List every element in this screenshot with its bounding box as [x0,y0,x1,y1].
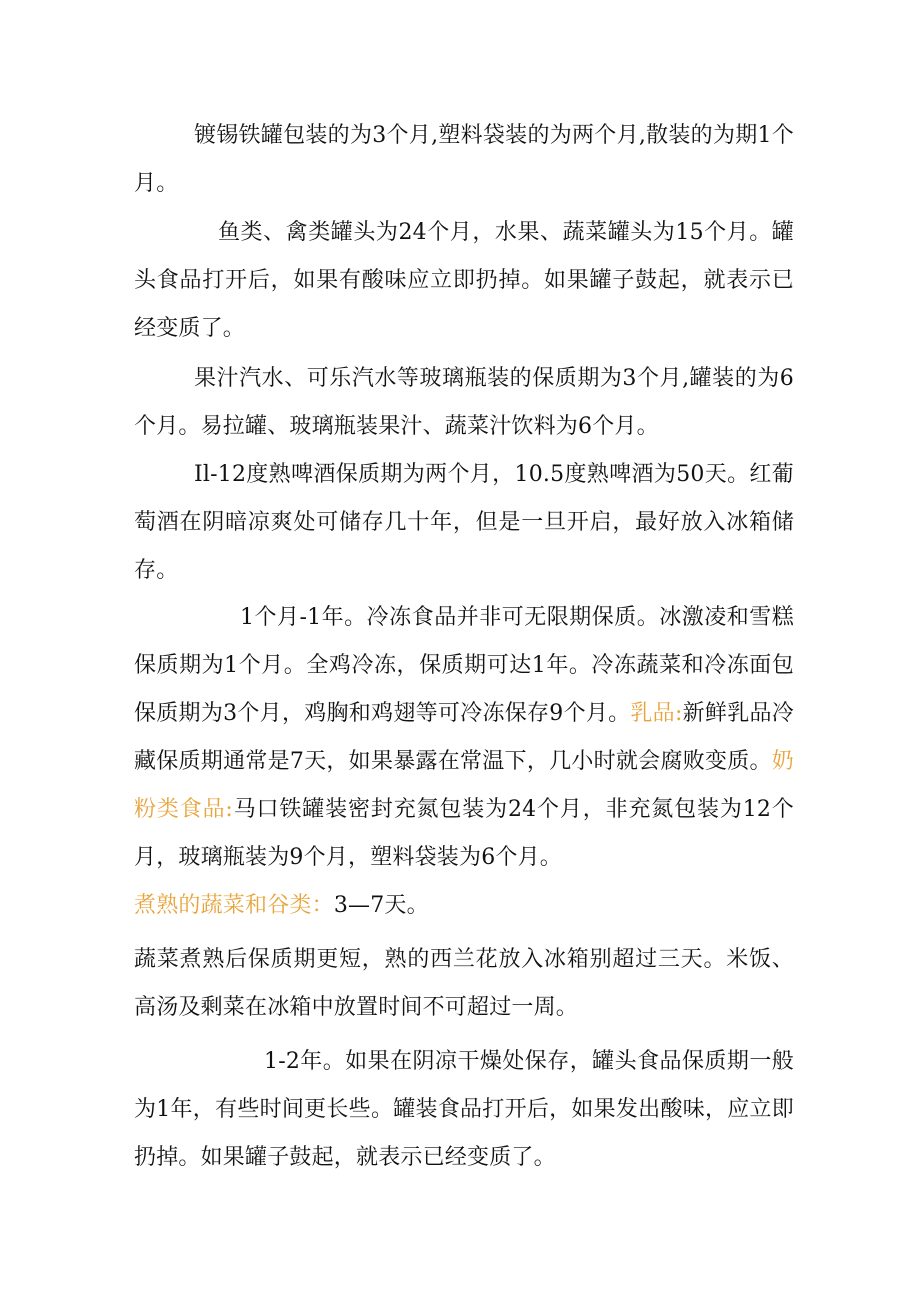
paragraph-beer-wine [134,451,794,595]
paragraph-text: 1个月-1年。冷冻食品并非可无限期保质。冰激凌和雪糕保质期为1个月。全鸡冷冻，保质期可达1年。冷冻蔬菜和冷冻面包保质期为3个月，鸡胸和鸡翅等可冷冻保存9个月。 [134,605,794,726]
paragraph-soft-drinks [134,355,794,451]
paragraph-cooked-vegetables [134,936,794,1032]
section-label-cooked-vegetables: 煮熟的蔬菜和谷类： [134,893,334,918]
paragraph-text: 果汁汽水、可乐汽水等玻璃瓶装的保质期为3个月,罐装的为6个月。易拉罐、玻璃瓶装果汁、蔬菜汁饮料为6个月。 [134,366,794,439]
paragraph-text: 镀锡铁罐包装的为3个月,塑料袋装的为两个月,散装的为期1个月。 [134,123,794,196]
paragraph-text: 新鲜乳品冷藏保质期通常是7天，如果暴露在常温下，几小时就会腐败变质。 [134,701,794,774]
paragraph-text: 1-2年。如果在阴凉干燥处保存，罐头食品保质期一般为1年，有些时间更长些。罐装食品打开后，如果发出酸味，应立即扔掉。如果罐子鼓起，就表示已经变质了。 [134,1049,794,1170]
paragraph-tin-can-packaging [134,112,794,208]
paragraph-canned-food [134,1038,794,1182]
paragraph-text: 马口铁罐装密封充氮包装为24个月，非充氮包装为12个月，玻璃瓶装为9个月，塑料袋装为6个月。 [134,797,794,870]
paragraph-text: 蔬菜煮熟后保质期更短，熟的西兰花放入冰箱别超过三天。米饭、高汤及剩菜在冰箱中放置时间不可超过一周。 [134,947,794,1020]
section-label-dairy: 乳品: [630,701,683,726]
paragraph-canned-fish-fruit [134,209,794,353]
paragraph-text: 3—7天。 [333,893,429,918]
paragraph-cooked-vegetables-heading [134,882,794,930]
paragraph-text: 鱼类、禽类罐头为24个月，水果、蔬菜罐头为15个月。罐头食品打开后，如果有酸味应立即扔掉。如果罐子鼓起，就表示已经变质了。 [134,220,794,341]
paragraph-text: Il-12度熟啤酒保质期为两个月，10.5度熟啤酒为50天。红葡萄酒在阴暗凉爽处可储存几十年，但是一旦开启，最好放入冰箱储存。 [134,462,794,583]
section-label-milk-powder: 奶粉类食品: [134,749,794,822]
paragraph-frozen-dairy-formula [134,594,794,882]
